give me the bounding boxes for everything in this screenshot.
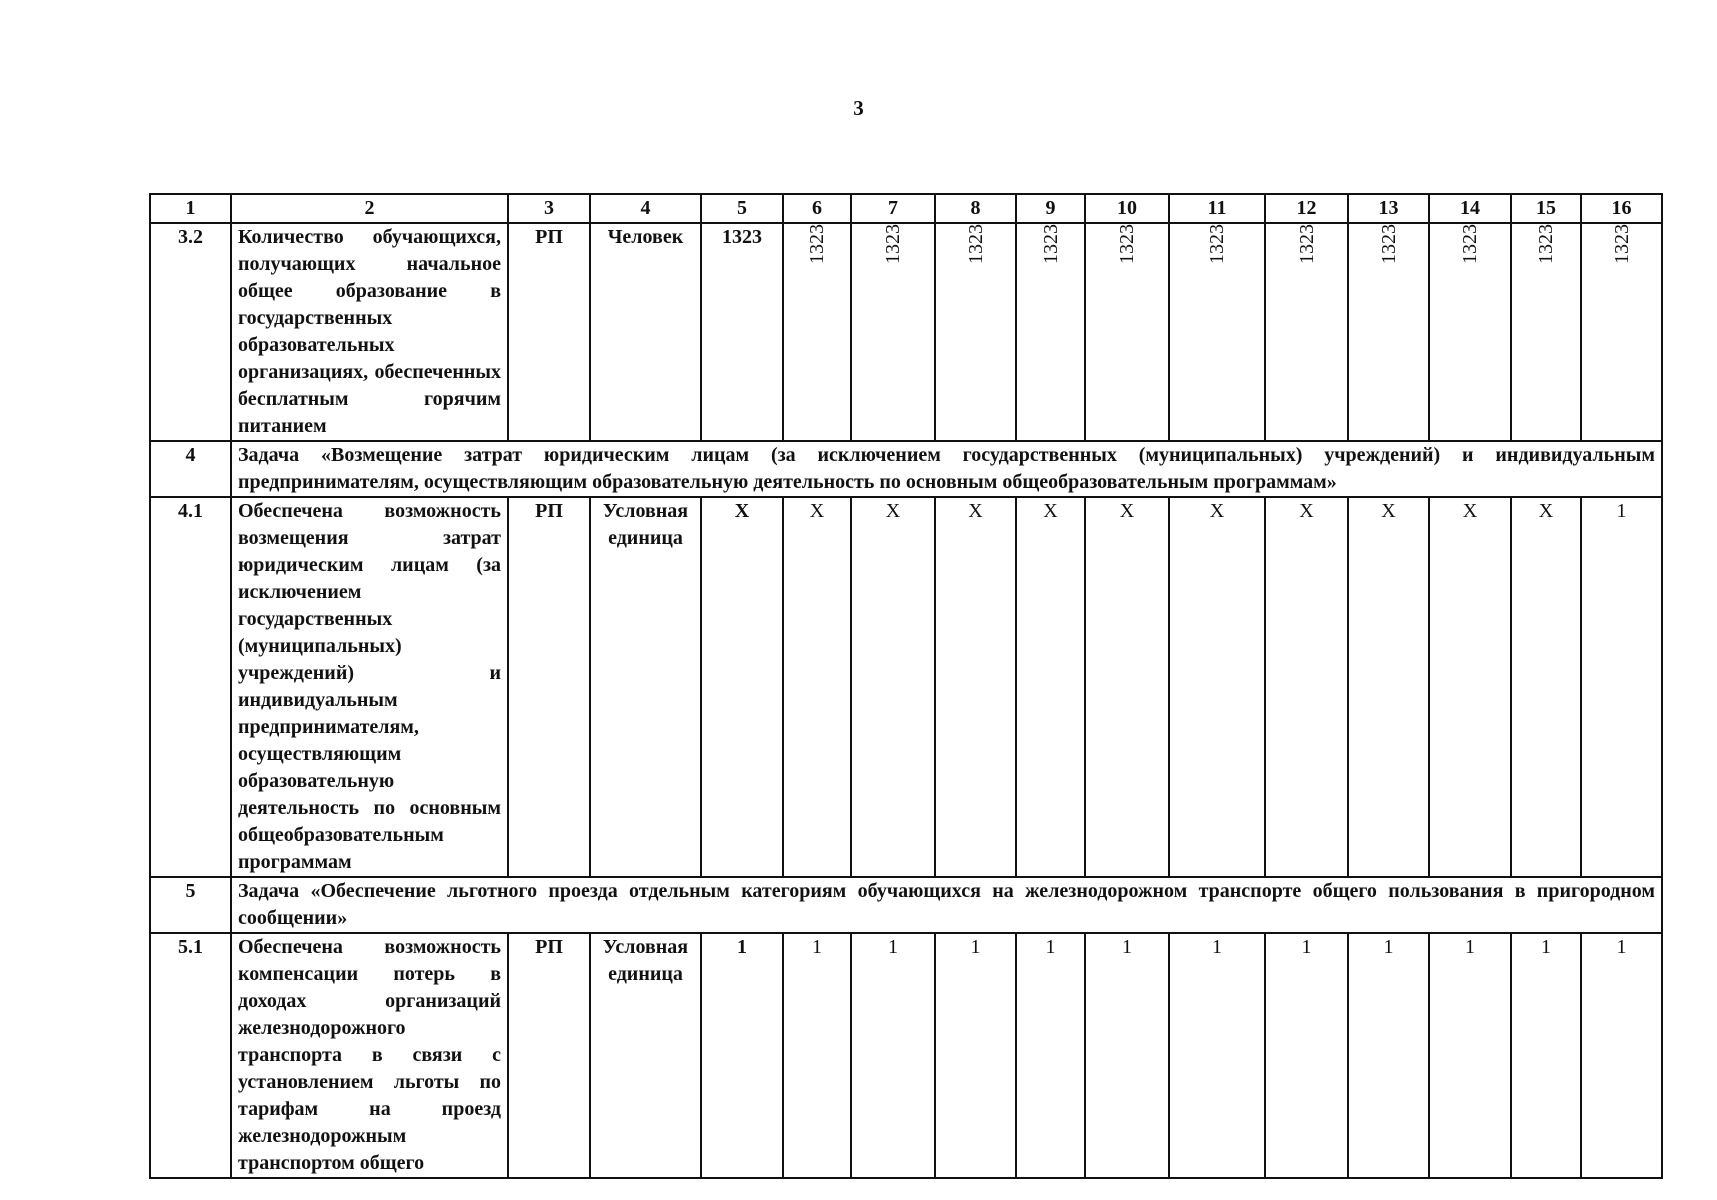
year-value-text: 1323 — [1206, 224, 1228, 264]
header-cell: 12 — [1265, 194, 1348, 223]
year-value-text: 1323 — [1116, 224, 1138, 264]
header-cell: 5 — [701, 194, 783, 223]
base-value: Х — [701, 497, 783, 877]
indicator-level: РП — [508, 497, 590, 877]
indicator-level: РП — [508, 933, 590, 1178]
indicator-unit: Условная единица — [590, 497, 701, 877]
year-value: 1 — [1581, 933, 1662, 1178]
task-row — [150, 441, 1662, 497]
year-value — [783, 223, 851, 441]
year-value — [1085, 223, 1169, 441]
header-cell: 14 — [1429, 194, 1511, 223]
year-value: Х — [851, 497, 935, 877]
base-value: 1323 — [701, 223, 783, 441]
year-value: 1 — [935, 933, 1016, 1178]
base-value: 1 — [701, 933, 783, 1178]
table-header-row — [150, 194, 1662, 223]
year-value: Х — [1016, 497, 1085, 877]
row-number: 4 — [150, 441, 231, 497]
indicator-name: Количество обучающихся, получающих начальное общее образование в государственных образовательных организациях, обеспеченных бесплатным горячим питанием — [231, 223, 508, 441]
year-value — [1581, 223, 1662, 441]
year-value — [1265, 223, 1348, 441]
year-value: Х — [1085, 497, 1169, 877]
task-text: Задача «Возмещение затрат юридическим лицам (за исключением государственных (муниципальных) учреждений) и индивидуальным предпринимателям, осуществляющим образовательную деятельность по основным общеобразовательным программам» — [231, 441, 1662, 497]
header-cell: 7 — [851, 194, 935, 223]
task-text: Задача «Обеспечение льготного проезда отдельным категориям обучающихся на железнодорожном транспорте общего пользования в пригородном сообщении» — [231, 877, 1662, 933]
year-value: 1 — [1085, 933, 1169, 1178]
indicator-row — [150, 497, 1662, 877]
year-value: Х — [783, 497, 851, 877]
header-cell: 10 — [1085, 194, 1169, 223]
year-value: Х — [1429, 497, 1511, 877]
year-value-text: 1323 — [1535, 224, 1557, 264]
row-number: 5.1 — [150, 933, 231, 1178]
header-cell: 3 — [508, 194, 590, 223]
year-value — [1016, 223, 1085, 441]
year-value: Х — [1511, 497, 1581, 877]
year-value: 1 — [1511, 933, 1581, 1178]
year-value-text: 1323 — [1295, 224, 1318, 264]
row-number: 4.1 — [150, 497, 231, 877]
header-cell: 11 — [1169, 194, 1265, 223]
indicator-level: РП — [508, 223, 590, 441]
year-value: 1 — [1348, 933, 1429, 1178]
year-value-text: 1323 — [1039, 224, 1062, 264]
year-value: 1 — [1581, 497, 1662, 877]
header-cell: 2 — [231, 194, 508, 223]
year-value-text: 1323 — [1459, 224, 1481, 264]
year-value: 1 — [1169, 933, 1265, 1178]
header-cell: 13 — [1348, 194, 1429, 223]
header-cell: 9 — [1016, 194, 1085, 223]
year-value: Х — [935, 497, 1016, 877]
year-value: 1 — [1429, 933, 1511, 1178]
year-value: Х — [1169, 497, 1265, 877]
task-row — [150, 877, 1662, 933]
year-value — [1348, 223, 1429, 441]
year-value — [1169, 223, 1265, 441]
year-value-text: 1323 — [1610, 224, 1633, 264]
indicator-name: Обеспечена возможность компенсации потерь в доходах организаций железнодорожного транспорта в связи с установлением льготы по тарифам на проезд железнодорожным транспортом общего — [231, 933, 508, 1178]
indicator-unit: Условная единица — [590, 933, 701, 1178]
year-value-text: 1323 — [1377, 224, 1400, 264]
year-value-text: 1323 — [806, 224, 828, 264]
year-value-text: 1323 — [964, 224, 987, 264]
row-number: 3.2 — [150, 223, 231, 441]
year-value: 1 — [1016, 933, 1085, 1178]
year-value: 1 — [851, 933, 935, 1178]
year-value — [935, 223, 1016, 441]
indicator-unit: Человек — [590, 223, 701, 441]
year-value — [1511, 223, 1581, 441]
year-value: 1 — [783, 933, 851, 1178]
year-value: 1 — [1265, 933, 1348, 1178]
year-value: Х — [1348, 497, 1429, 877]
indicator-row — [150, 223, 1662, 441]
indicators-table — [149, 193, 1663, 1179]
header-cell: 15 — [1511, 194, 1581, 223]
header-cell: 8 — [935, 194, 1016, 223]
header-cell: 1 — [150, 194, 231, 223]
year-value-text: 1323 — [882, 224, 904, 264]
indicator-row — [150, 933, 1662, 1178]
page-number: 3 — [853, 96, 864, 120]
row-number: 5 — [150, 877, 231, 933]
year-value — [1429, 223, 1511, 441]
header-cell: 16 — [1581, 194, 1662, 223]
indicator-name: Обеспечена возможность возмещения затрат юридическим лицам (за исключением государственных (муниципальных) учреждений) и индивидуальным предпринимателям, осуществляющим образовательную деятельность по основным общеобразовательным программам — [231, 497, 508, 877]
year-value: Х — [1265, 497, 1348, 877]
header-cell: 4 — [590, 194, 701, 223]
header-cell: 6 — [783, 194, 851, 223]
year-value — [851, 223, 935, 441]
